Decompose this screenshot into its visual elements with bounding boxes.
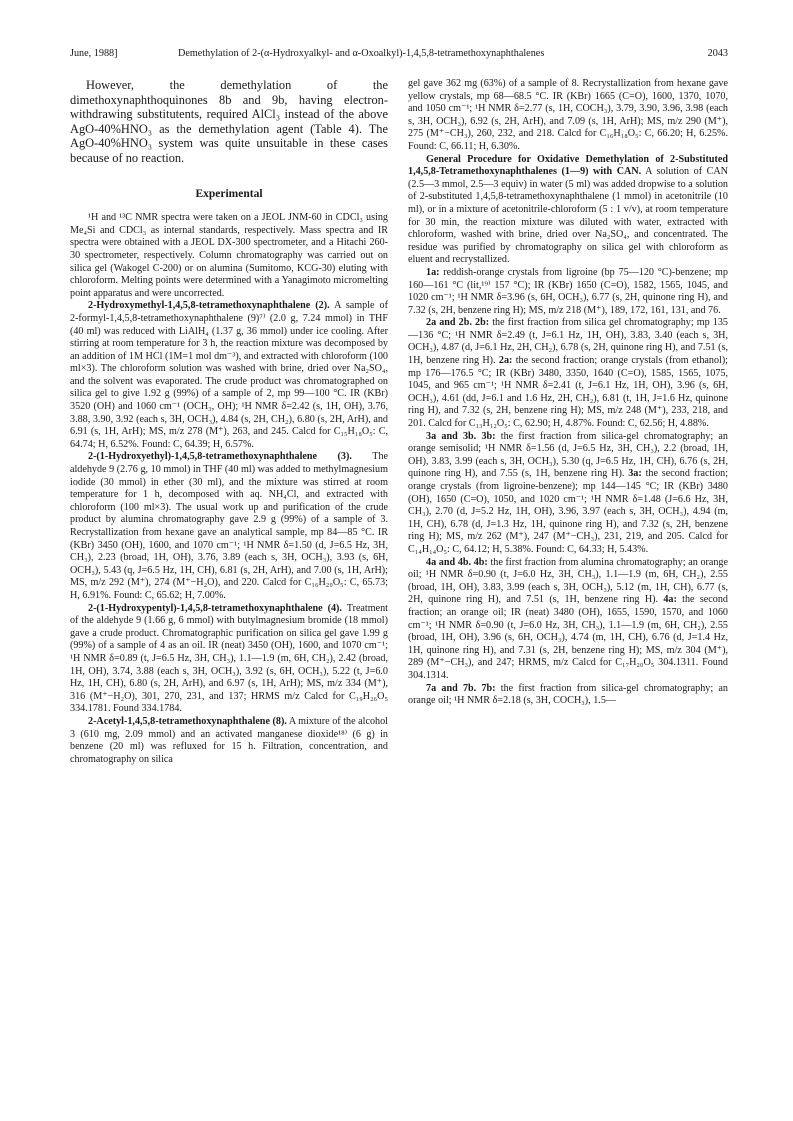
compound-8-continued: gel gave 362 mg (63%) of a sample of 8. Recrystallization from hexane gave yellow crystals, mp 68—68.5 °C. IR (KBr) 1665 (C=O), 1600, 1370, 1070, and 1050 cm⁻¹; ¹H NMR δ=2.77 (s, 1H, COCH₃), 3.79, 3.90, 3.96, 3.98 (each s, 3H, OCH₃), 6.92 (s, 2H, ArH), and 7.09 (s, 1H, ArH); MS, m/z 290 (M⁺), 275 (M⁺−CH₃), 260, 232, and 218. Calcd for C₁₆H₁₈O₅: C, 66.20; H, 6.25%. Found: C, 66.11; H, 6.30%.	[408, 78, 728, 152]
compound-3ab-paragraph	[408, 431, 728, 557]
compound-3b-text: the first fraction from silica-gel chromatography; an orange semisolid; ¹H NMR δ=1.56 (d, J=6.5 Hz, 3H, CH₃), 2.2 (broad, 1H, OH), 3.83, 3.99 (each s, 3H, OCH₃), 5.30 (q, J=6.5 Hz, 1H, CH), 6.76 (s, 2H, quinone ring H), and 7.55 (s, 1H, benzene ring H).	[408, 430, 728, 480]
header-date: June, 1988]	[70, 48, 118, 59]
compound-3-paragraph	[70, 451, 388, 602]
compound-2-text: A sample of 2-formyl-1,4,5,8-tetramethoxynaphthalene (9)⁷⁾ (2.0 g, 7.24 mmol) in THF (40 ml) was reduced with LiAlH₄ (1.37 g, 36 mmol) under ice cooling. After stirring at room temperature for 3 h, the reaction mixture was decomposed by an addition of 1M HCl (1M=1 mol dm⁻³), and extracted with chloroform (100 ml×3). The chloroform solution was washed with brine, dried over Na₂SO₄, and the solvent was evaporated. The crude product was chromatographed on silica gel to give 1.92 g (99%) of a sample of 2, mp 99—100 °C. IR (KBr) 3520 (OH) and 1060 cm⁻¹ (OCH₃, OH); ¹H NMR δ=2.42 (s, 1H, OH), 3.76, 3.88, 3.90, 3.92 (each s, 3H, OCH₃), 4.84 (s, 2H, CH₂), 6.80 (s, 2H, ArH), and 6.91 (s, 1H, ArH); MS, m/z 278 (M⁺), 263, and 245. Calcd for C₁₅H₁₈O₅: C, 64.74; H, 6.52%. Found: C, 64.39; H, 6.57%.	[70, 300, 388, 450]
compound-2ab-paragraph	[408, 317, 728, 430]
compound-4-paragraph	[70, 603, 388, 716]
compound-2a-heading: 2a:	[498, 355, 513, 367]
section-title-experimental: Experimental	[195, 187, 263, 200]
general-methods-paragraph: ¹H and ¹³C NMR spectra were taken on a JEOL JNM-60 in CDCl₃ using Me₄Si and CDCl₃ as internal standards, respectively. Mass spectra and IR spectra were obtained with a JEOL DX-300 spectrometer, and a Hitachi 260-30 spectrometer, respectively. Column chromatography was carried out on silica gel (Wakogel C-200) or on alumina (Sumitomo, KCG-30) eluting with chloroform. Melting points were determined with a Yanagimoto micromelting point apparatus and were uncorrected.	[70, 212, 388, 299]
compound-4a-heading: 4a:	[663, 594, 677, 606]
compound-3a-heading: 3a:	[628, 468, 642, 480]
compound-2-paragraph	[70, 300, 388, 451]
running-header	[70, 46, 728, 62]
compound-3a-text: the second fraction; orange crystals (from ligroine-benzene); mp 144—145 °C; IR (KBr) 3480 (OH), 1650 (C=O), 1050, and 1020 cm⁻¹; ¹H NMR δ=1.48 (J=6.6 Hz, 3H, CH₃), 2.70 (d, J=5.2 Hz, 1H, OH), 3.96, 3.97 (each s, 3H, OCH₃), 4.94 (m, 1H, CH), 6.78 (d, J=1.3 Hz, 1H, quinone ring H), and 7.32 (s, 2H, benzene ring H); MS, m/z 262 (M⁺), 247 (M⁺−CH₃), 231, 219, and 205. Calcd for C₁₄H₁₄O₅: C, 64.12; H, 5.38%. Found: C, 64.33; H, 5.43%.	[408, 468, 729, 555]
general-procedure-heading: General Procedure for Oxidative Demethylation of 2-Substituted 1,4,5,8-Tetramethoxynaphthalenes (1—9) with CAN.	[408, 153, 728, 178]
compound-8-paragraph	[70, 716, 388, 766]
general-procedure-text: A solution of CAN (2.5—3 mmol, 2.5—3 equiv) in water (5 ml) was added dropwise to a solution of 2-substituted 1,4,5,8-tetramethoxynaphthalene (1 mmol) in acetonitrile (10 ml), or in a mixture of acetonitrile-chloroform (5 : 1 v/v), at room temperature for 30 min, the reaction mixture was diluted with water, extracted with chloroform, washed with brine, dried over Na₂SO₄, and concentrated. The residue was purified by chromatography on silica gel with chloroform as eluent and recrystallized.	[408, 166, 728, 266]
compound-4a-text: the second fraction; an orange oil; IR (neat) 3480 (OH), 1655, 1590, 1570, and 1060 cm⁻¹; ¹H NMR δ=0.90 (t, J=6.0 Hz, 3H, CH₃), 1.1—1.9 (m, 6H, CH₂), 2.55 (broad, 1H, OH), 3.96 (s, 6H, OCH₃), 4.74 (m, 1H, CH), 6.76 (d, J=1.4 Hz, 1H, quinone ring H), and 7.31 (s, 2H, benzene ring H); MS, m/z 304 (M⁺), 289 (M⁺−CH₃), and 247; HRMS, m/z Calcd for C₁₇H₂₀O₅ 304.1311. Found 304.1314.	[408, 594, 728, 681]
intro-paragraph: However, the demethylation of the dimethoxynaphthoquinones 8b and 9b, having electron-withdrawing substitutents, required AlCl₃ instead of the above AgO-40%HNO₃ as the demethylation agent (Table 4). The AgO-40%HNO₃ system was quite unsuitable in these cases because of no reaction.	[70, 78, 388, 165]
compound-2-heading: 2-Hydroxymethyl-1,4,5,8-tetramethoxynaphthalene (2).	[88, 300, 330, 312]
compound-2b-text: the first fraction from silica gel chromatography; mp 135—136 °C; ¹H NMR δ=2.49 (t, J=6.1 Hz, 1H, OH), 3.83, 3.40 (each s, 3H, OCH₃), 4.87 (d, J=6.1 Hz, 2H, CH₂), 6.78 (s, 2H, quinone ring H), and 7.51 (s, 1H, benzene ring H).	[408, 317, 728, 367]
compound-4ab-heading: 4a and 4b. 4b:	[426, 556, 488, 568]
compound-4ab-paragraph	[408, 557, 728, 683]
compound-4-text: Treatment of the aldehyde 9 (1.66 g, 6 mmol) with butylmagnesium bromide (18 mmol) gave a crude product. Chromatographic purification on silica gel gave 1.99 g (99%) of a sample of 4 as an oil. IR (neat) 3450 (OH), 1600, and 1070 cm⁻¹; ¹H NMR δ=0.89 (t, J=6.5 Hz, 3H, CH₃), 1.1—1.9 (m, 6H, CH₂), 2.42 (broad, 1H, OH), 3.74, 3.88 (each s, 3H, OCH₃), 3.92 (s, 6H, OCH₃), 5.22 (t, J=6.0 Hz, 1H, CH), 6.80 (s, 2H, ArH), and 6.97 (s, 1H, ArH); MS, m/z 334 (M⁺), 316 (M⁺−H₂O), 301, 270, 231, and 137; HRMS m/z Calcd for C₁₉H₂₆O₅ 334.1781. Found 334.1784.	[70, 602, 388, 715]
compound-3-heading: 2-(1-Hydroxyethyl)-1,4,5,8-tetramethoxynaphthalene (3).	[88, 451, 352, 463]
left-column	[70, 78, 388, 766]
compound-3ab-heading: 3a and 3b. 3b:	[426, 430, 496, 442]
compound-4-heading: 2-(1-Hydroxypentyl)-1,4,5,8-tetramethoxynaphthalene (4).	[88, 602, 342, 614]
compound-2a-text: the second fraction; orange crystals (from ethanol); mp 176—176.5 °C; IR (KBr) 3480, 3350, 1640 (C=O), 1585, 1565, 1075, 1045, and 965 cm⁻¹; ¹H NMR δ=2.41 (t, J=6.1 Hz, 1H, OH), 3.96 (s, 6H, OCH₃), 4.61 (dd, J=6.1 and 1.6 Hz, 2H, CH₂), 6.81 (t, 1H, J=1.6 Hz, quinone ring H), and 7.32 (s, 2H, benzene ring H); MS, m/z 248 (M⁺), 233, 218, and 201. Calcd for C₁₃H₁₂O₅: C, 62.90; H, 4.87%. Found: C, 62.56; H, 4.88%.	[408, 355, 728, 430]
header-title: Demethylation of 2-(α-Hydroxyalkyl- and α-Oxoalkyl)-1,4,5,8-tetramethoxynaphthalenes	[178, 48, 545, 59]
compound-1a-paragraph	[408, 267, 728, 317]
compound-1a-text: reddish-orange crystals from ligroine (bp 75—120 °C)-benzene; mp 160—161 °C (lit,¹⁹⁾ 157 °C); IR (KBr) 1650 (C=O), 1582, 1565, 1045, and 1020 cm⁻¹; ¹H NMR δ=3.96 (s, 6H, OCH₃), 6.77 (s, 2H, quinone ring H), and 7.32 (s, 2H, benzene ring H); MS, m/z 218 (M⁺), 189, 172, 161, 131, and 76.	[408, 266, 728, 316]
compound-7ab-heading: 7a and 7b. 7b:	[426, 682, 496, 694]
compound-7ab-paragraph	[408, 683, 728, 708]
compound-3-text: The aldehyde 9 (2.76 g, 10 mmol) in THF (40 ml) was added to methylmagnesium iodide (30 mmol) in ether (30 ml), and the mixture was stirred at room temperature for 1 h, decomposed with aq. NH₄Cl, and extracted with chloroform (100 ml×3). The usual work up and purification of the crude product by alumina chromatography gave 2.9 g (99%) of a sample of 3. Recrystallization from hexane gave an analytical sample, mp 84—85 °C. IR (KBr) 3450 (OH), 1600, and 1070 cm⁻¹; ¹H NMR δ=1.50 (d, J=6.5 Hz, 3H, CH₃), 2.23 (broad, 1H, OH), 3.76, 3.89 (each s, 3H, OCH₃), 3.93 (s, 6H, OCH₃), 5.43 (q, J=6.5 Hz, 1H, CH), 6.81 (s, 2H, ArH), and 7.00 (s, 1H, ArH); MS, m/z 292 (M⁺), 274 (M⁺−H₂O), and 220. Calcd for C₁₆H₂₀O₅: C, 65.73; H, 6.91%. Found: C, 65.62; H, 7.00%.	[70, 451, 388, 601]
page-number: 2043	[707, 48, 728, 59]
compound-2ab-heading: 2a and 2b. 2b:	[426, 317, 490, 329]
compound-1a-heading: 1a:	[426, 266, 440, 278]
compound-8-heading: 2-Acetyl-1,4,5,8-tetramethoxynaphthalene (8).	[88, 715, 287, 727]
compound-4b-text: the first fraction from alumina chromatography; an orange oil; ¹H NMR δ=0.90 (t, J=6.0 Hz, 3H, CH₃), 1.1—1.9 (m, 6H, CH₂), 2.55 (broad, 1H, OH), 3.83, 3.99 (each s, 3H, OCH₃), 5.12 (m, 1H, CH), 6.77 (s, 2H, quinone ring H), and 7.51 (s, 1H, benzene ring H).	[408, 556, 728, 606]
right-column	[408, 78, 728, 708]
compound-8-text: A mixture of the alcohol 3 (610 mg, 2.09 mmol) and an activated manganese dioxide¹⁸⁾ (6 g) in benzene (20 ml) was refluxed for 15 h. Filtration, concentration, and chromatography on silica	[70, 715, 388, 765]
general-procedure-paragraph	[408, 154, 728, 267]
compound-7b-text: the first fraction from silica-gel chromatography; an orange oil; ¹H NMR δ=2.18 (s, 3H, COCH₃), 1.5—	[408, 682, 728, 707]
